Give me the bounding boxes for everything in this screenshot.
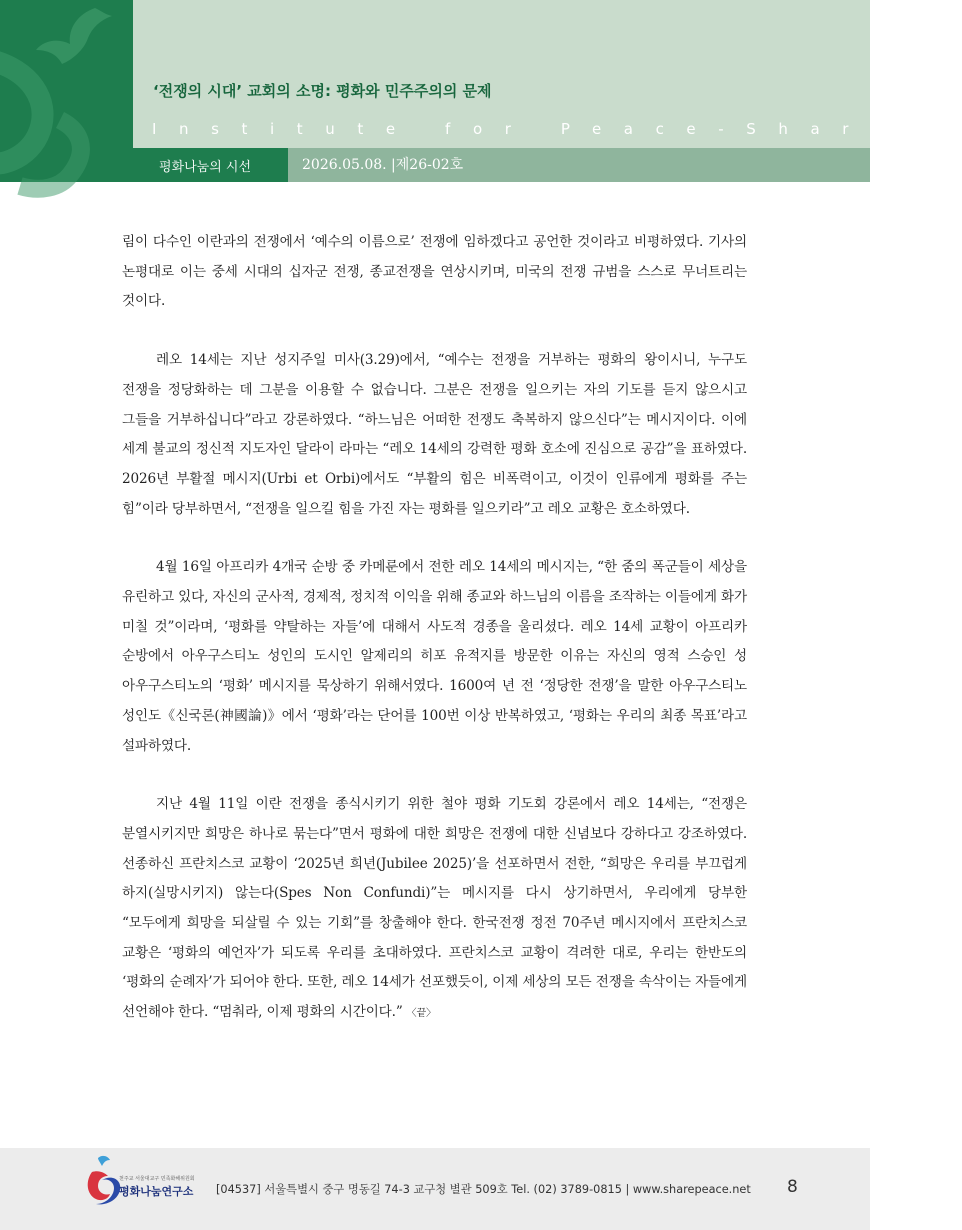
- footer-address: [04537] 서울특별시 중구 명동길 74-3 교구청 별관 509호 Tel. (02) 3789-0815 | www.sharepeace.net: [216, 1183, 751, 1196]
- paragraph-text: 림이 다수인 이란과의 전쟁에서 ‘예수의 이름으로’ 전쟁에 임하겠다고 공언한 것이라고 비평하였다. 기사의 논평대로 이는 중세 시대의 십자군 전쟁, 종교전쟁을 연상시키며, 미국의 전쟁 규범을 스스로 무너트리는 것이다.: [122, 234, 747, 310]
- page-number: 8: [787, 1177, 798, 1197]
- paragraph-text: 4월 16일 아프리카 4개국 순방 중 카메룬에서 전한 레오 14세의 메시지는, “한 줌의 폭군들이 세상을 유린하고 있다, 자신의 군사적, 경제적, 정치적 이익을 위해 종교와 하느님의 이름을 조작하는 이들에게 화가 미칠 것”이라며, ‘평화를 약탈하는 자들’에 대해서 사도적 경종을 울리셨다. 레오 14세 교황이 아프리카 순방에서 아우구스티노 성인의 도시인 알제리의 히포 유적지를 방문한 이유는 자신의 영적 스승인 성 아우구스티노의 ‘평화’ 메시지를 묵상하기 위해서였다. 1600여 년 전 ‘정당한 전쟁’을 말한 아우구스티노 성인도《신국론(神國論)》에서 ‘평화’라는 단어를 100번 이상 반복하였고, ‘평화는 우리의 최종 목표’라고 설파하였다.: [122, 559, 747, 754]
- end-mark: 〈끝〉: [406, 1008, 436, 1020]
- paragraph: [122, 790, 747, 1029]
- page-title: ‘전쟁의 시대’ 교회의 소명: 평화와 민주주의의 문제: [153, 82, 492, 100]
- paragraph-text: 지난 4월 11일 이란 전쟁을 종식시키기 위한 철야 평화 기도회 강론에서 레오 14세는, “전쟁은 분열시키지만 희망은 하나로 묶는다”면서 평화에 대한 희망은 전쟁에 대한 신념보다 강하다고 강조하였다. 선종하신 프란치스코 교황이 ‘2025년 희년(Jubilee 2025)’을 선포하면서 전한, “희망은 우리를 부끄럽게 하지(실망시키지) 않는다(Spes Non Confundi)”는 메시지를 다시 상기하면서, 우리에게 당부한 “모두에게 희망을 되살릴 수 있는 기회”를 창출해야 한다. 한국전쟁 정전 70주년 메시지에서 프란치스코 교황은 ‘평화의 예언자’가 되도록 우리를 초대하였다. 프란치스코 교황이 격려한 대로, 우리는 한반도의 ‘평화의 순례자’가 되어야 한다. 또한, 레오 14세가 선포했듯이, 이제 세상의 모든 전쟁을 속삭이는 자들에게 선언해야 한다. “멈춰라, 이제 평화의 시간이다.”: [122, 796, 747, 1021]
- paragraph: [122, 553, 747, 761]
- paragraph: [122, 346, 747, 524]
- paragraph-text: 레오 14세는 지난 성지주일 미사(3.29)에서, “예수는 전쟁을 거부하는 평화의 왕이시니, 누구도 전쟁을 정당화하는 데 그분을 이용할 수 없습니다. 그분은 전쟁을 일으키는 자의 기도를 듣지 않으시고 그들을 거부하십니다”라고 강론하였다. “하느님은 어떠한 전쟁도 축복하지 않으신다”는 메시지이다. 이에 세계 불교의 정신적 지도자인 달라이 라마는 “레오 14세의 강력한 평화 호소에 진심으로 공감”을 표하였다. 2026년 부활절 메시지(Urbi et Orbi)에서도 “부활의 힘은 비폭력이고, 이것이 인류에게 평화를 주는 힘”이라 당부하면서, “전쟁을 일으킬 힘을 가진 자는 평화를 일으키라”고 레오 교황은 호소하였다.: [122, 352, 747, 517]
- article-body: [122, 228, 747, 1058]
- logo-subtitle: 천주교 서울대교구 민족화해위원회: [119, 1176, 195, 1182]
- issue-label: 2026.05.08. |제26-02호: [302, 157, 464, 173]
- paragraph: [122, 228, 747, 317]
- header-logo-block: [0, 0, 133, 182]
- dove-emblem-icon: [0, 0, 133, 182]
- series-label: 평화나눔의 시선: [159, 160, 252, 175]
- institute-name: Institute for Peace-Sharing: [152, 120, 962, 138]
- logo-name: 평화나눔연구소: [119, 1185, 194, 1198]
